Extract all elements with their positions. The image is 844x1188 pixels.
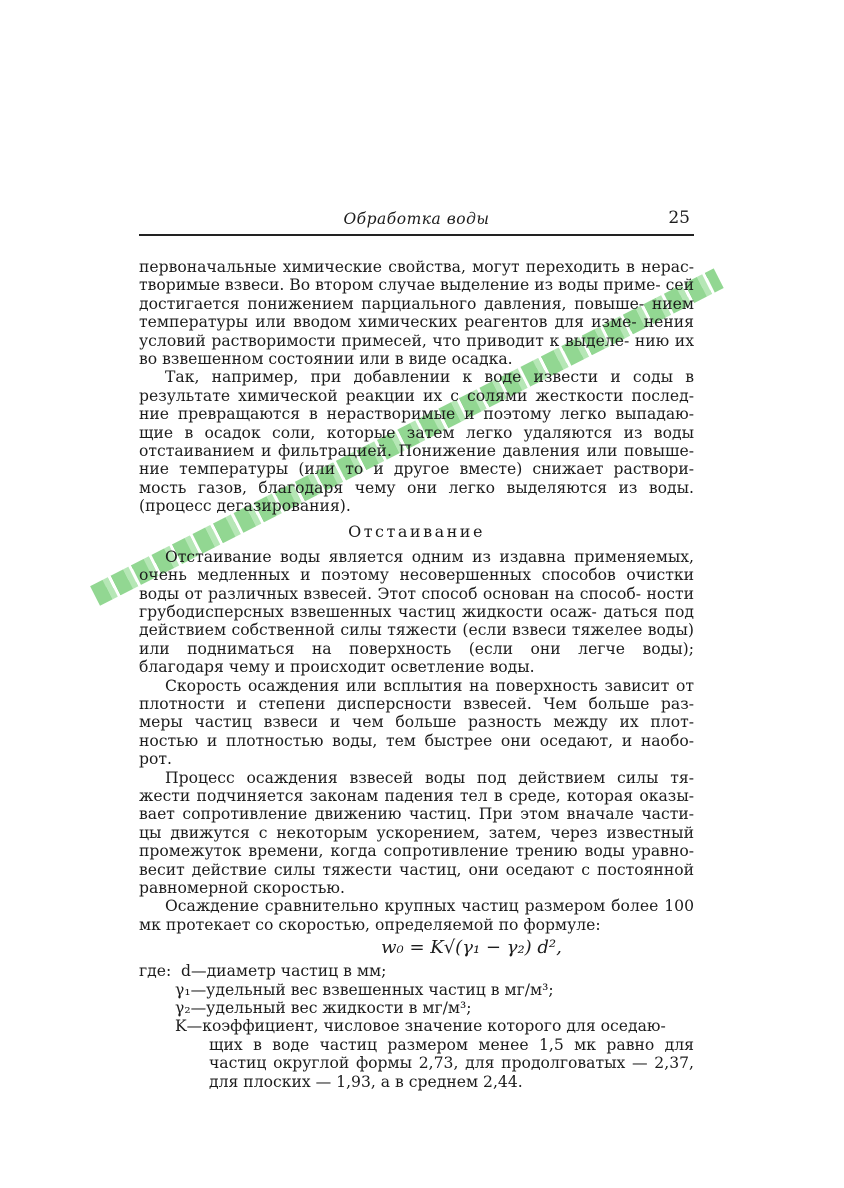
- page-number: 25: [668, 208, 690, 228]
- definition-k-continued: щих в воде частиц размером менее 1,5 мк равно для частиц округлой формы 2,73, для продолговатых — 2,37, для плоских — 1,93, а в среднем 2,44.: [209, 1035, 694, 1091]
- running-head: [139, 208, 694, 236]
- running-head-title: Обработка воды: [343, 210, 490, 228]
- formula-definitions: [139, 962, 694, 1091]
- page-body: [139, 236, 694, 1091]
- paragraph-6: Осаждение сравнительно крупных частиц размером более 100 мк протекает со скоростью, определяемой по формуле:: [139, 897, 694, 934]
- definition-d: [139, 962, 694, 980]
- definition-d-text: d—диаметр частиц в мм;: [181, 962, 387, 981]
- section-heading: Отстаивание: [348, 521, 485, 541]
- paragraph-5: Процесс осаждения взвесей воды под действием силы тя- жести подчиняется законам падения тел в среде, которая оказы- вает сопротивление движению частиц. При этом вначале части- цы движутся с некоторым ускорением, затем, через известный промежуток времени, когда сопротивление трению воды уравно- весит действие силы тяжести частиц, они оседают с постоянной равномерной скоростью.: [139, 768, 694, 897]
- paragraph-3: Отстаивание воды является одним из издавна применяемых, очень медленных и поэтому несовершенных способов очистки воды от различных взвесей. Этот способ основан на способ- ности грубодисперсных взвешенных частиц жидкости осаж- даться под действием собственной силы тяжести (если взвеси тяжелее воды) или подниматься на поверхность (если они легче воды); благодаря чему и происходит осветление воды.: [139, 547, 694, 677]
- definition-k: K—коэффициент, числовое значение которого для оседаю-: [175, 1017, 666, 1036]
- settling-velocity-formula: w₀ = K√(γ₁ − γ₂) d²,: [381, 937, 562, 959]
- definition-gamma1: γ₁—удельный вес взвешенных частиц в мг/м³;: [175, 980, 554, 999]
- paragraph-1: первоначальные химические свойства, могут переходить в нерас- творимые взвеси. Во втором случае выделение из воды приме- сей достигается понижением парциального давления, повыше- нием температуры или вводом химических реагентов для изме- нения условий растворимости примесей, что приводит к выделе- нию их во взвешенном состоянии или в виде осадка.: [139, 258, 694, 369]
- book-page: [139, 208, 694, 1091]
- definition-gamma2: γ₂—удельный вес жидкости в мг/м³;: [175, 999, 472, 1018]
- definition-lead: где:: [139, 962, 172, 981]
- paragraph-2: Так, например, при добавлении к воде извести и соды в результате химической реакции их с солями жесткости послед- ние превращаются в нерастворимые и поэтому легко выпадаю- щие в осадок соли, которые затем легко удаляются из воды отстаиванием и фильтрацией. Понижение давления или повыше- ние температуры (или то и другое вместе) снижает раствори- мость газов, благодаря чему они легко выделяются из воды. (процесс дегазирования).: [139, 368, 694, 516]
- paragraph-4: Скорость осаждения или всплытия на поверхность зависит от плотности и степени дисперсности взвесей. Чем больше раз- меры частиц взвеси и чем больше разность между их плот- ностью и плотностью воды, тем быстрее они оседают, и наобо- рот.: [139, 676, 694, 769]
